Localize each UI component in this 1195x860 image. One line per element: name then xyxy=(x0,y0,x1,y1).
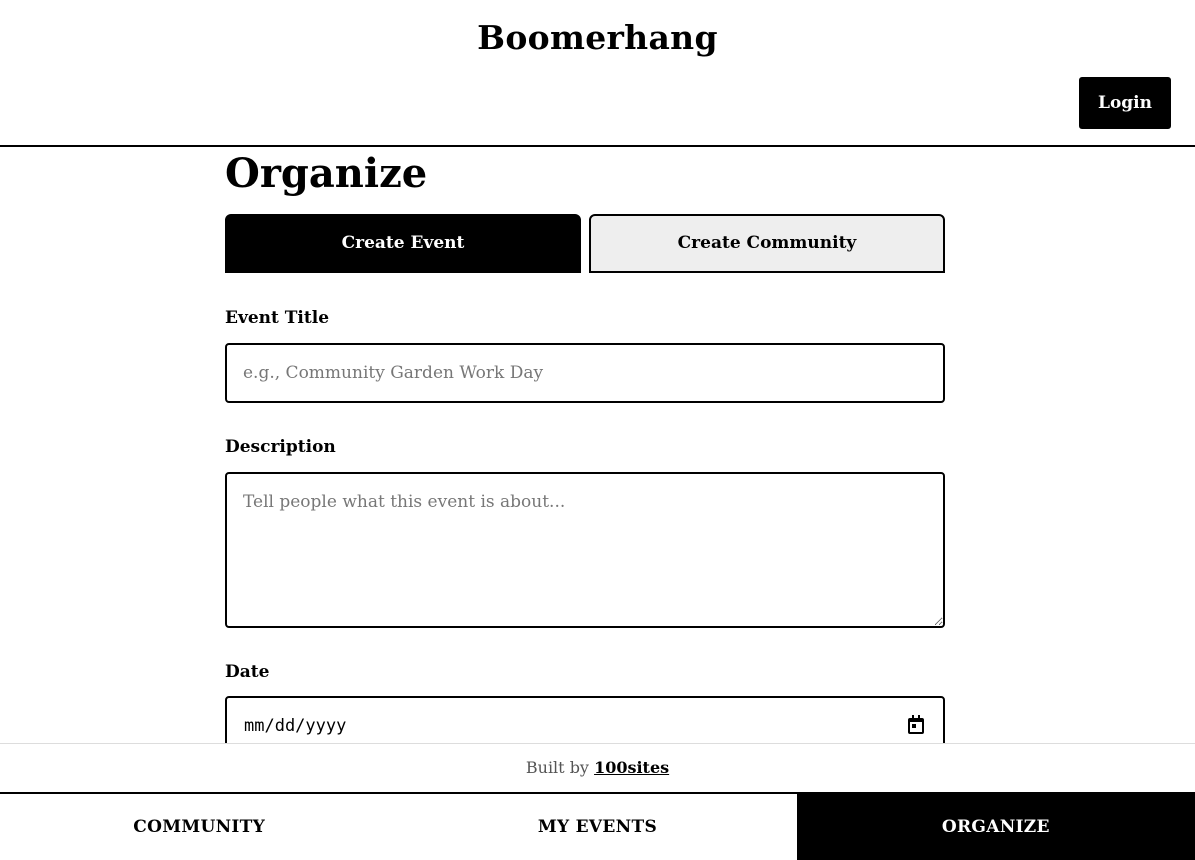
credit-link[interactable]: 100sites xyxy=(594,758,670,777)
description-label: Description xyxy=(225,437,336,457)
bottom-nav xyxy=(0,792,1195,860)
event-title-label: Event Title xyxy=(225,308,330,328)
tab-create-event[interactable]: Create Event xyxy=(225,214,581,273)
date-input[interactable] xyxy=(225,696,945,743)
organize-page xyxy=(225,147,945,743)
calendar-icon[interactable] xyxy=(908,718,924,734)
login-button[interactable]: Login xyxy=(1079,77,1171,129)
page-title: Organize xyxy=(225,150,428,197)
description-textarea[interactable] xyxy=(225,472,945,628)
nav-community[interactable]: COMMUNITY xyxy=(0,794,398,860)
nav-my-events[interactable]: MY EVENTS xyxy=(398,794,796,860)
credit-prefix: Built by xyxy=(525,758,595,777)
date-input-value: mm/dd/yyyy xyxy=(244,716,347,736)
footer-credit xyxy=(0,743,1195,792)
site-header xyxy=(0,0,1195,147)
tab-create-community[interactable]: Create Community xyxy=(589,214,945,273)
event-title-input[interactable] xyxy=(225,343,945,403)
organize-tabs xyxy=(225,214,945,273)
brand-logo[interactable]: Boomerhang xyxy=(477,18,718,57)
nav-organize[interactable]: ORGANIZE xyxy=(797,794,1195,860)
date-label: Date xyxy=(225,662,270,682)
